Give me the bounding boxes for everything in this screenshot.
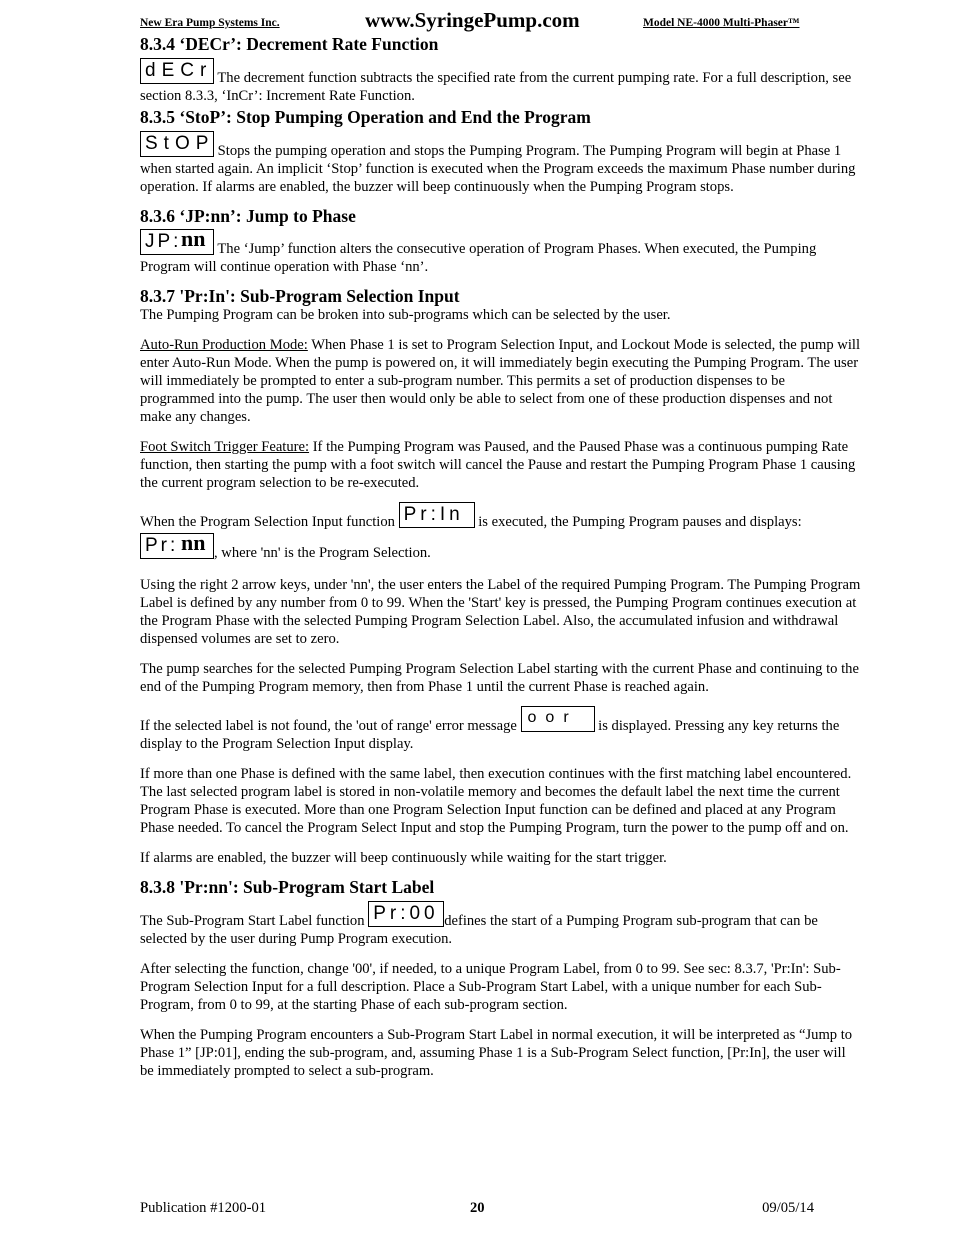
lcd-display-pr00: Pr:00 bbox=[368, 901, 444, 927]
lcd-display-jump: JP: nn bbox=[140, 229, 214, 255]
model-name: Model NE-4000 Multi-Phaser™ bbox=[643, 17, 800, 29]
document-page bbox=[140, 8, 862, 1080]
alarm-paragraph: If alarms are enabled, the buzzer will beep continuously while waiting for the start trigger. bbox=[140, 850, 667, 866]
section-intro-prnn: The Sub-Program Start Label function Pr:00 defines the start of a Pumping Program sub-program that can be selected by the user during Pump Program execution. bbox=[140, 903, 818, 947]
section-title-decr: 8.3.4 ‘DECr’: Decrement Rate Function bbox=[140, 34, 439, 54]
arrow-keys-paragraph: Using the right 2 arrow keys, under 'nn', the user enters the Label of the required Pumping Program. The Pumping Program Label is defined by any number from 0 to 99. When the 'Start' key is pressed, the Pumping Program continues execution at the Program Phase with the selected Pumping Program Selection Label. Also, the accumulated infusion and withdrawal dispensed volumes are set to zero. bbox=[140, 577, 861, 647]
section-body-jump: JP: nn The ‘Jump’ function alters the consecutive operation of Program Phases. When executed, the Pumping Program will continue operation with Phase ‘nn’. bbox=[140, 226, 817, 275]
section-body-stop: StOP Stops the pumping operation and stops the Pumping Program. The Pumping Program will begin at Phase 1 when started again. An implicit ‘Stop’ function is executed when the Program exceeds the maximum Phase number during operation. If alarms are enabled, the buzzer will beep continuously when the Pumping Program stops. bbox=[140, 133, 856, 195]
lcd-display-prin: Pr:In bbox=[399, 502, 475, 528]
autorun-label: Auto-Run Production Mode: bbox=[140, 337, 308, 353]
section-title-jump: 8.3.6 ‘JP:nn’: Jump to Phase bbox=[140, 206, 356, 226]
footswitch-label: Foot Switch Trigger Feature: bbox=[140, 439, 310, 455]
encounter-paragraph: When the Pumping Program encounters a Sub-Program Start Label in normal execution, it will be interpreted as “Jump to Phase 1” [JP:01], ending the sub-program, and, assuming Phase 1 is a Sub-Program Select function, [Pr:In], the user will be immediately prompted to select a sub-program. bbox=[140, 1027, 853, 1079]
not-found-paragraph: If the selected label is not found, the 'out of range' error message oor is displayed. Pressing any key returns the display to the Program Selection Input display. bbox=[140, 706, 862, 753]
multiple-label-paragraph: If more than one Phase is defined with the same label, then execution continues with the first matching label encountered. The last selected program label is stored in non-volatile memory and becomes the default label the next time the current Program Phase is executed. More than one Program Selection Input function can be defined and placed at any Program Phase needed. To cancel the Program Select Input and stop the Pumping Program, turn the power to the pump off and on. bbox=[140, 766, 852, 836]
autorun-paragraph: Auto-Run Production Mode: When Phase 1 is set to Program Selection Input, and Lockout Mode is selected, the pump will enter Auto-Run Mode. When the pump is powered on, it will immediately begin executing the Pumping Program. The user will immediately be prompted to enter a sub-program number. This permits a set of production dispenses to be programmed into the pump. The user then would only be able to select from one of these production dispenses and not make any changes. bbox=[140, 337, 860, 425]
select-label-paragraph: After selecting the function, change '00', if needed, to a unique Program Label, from 0 to 99. See sec: 8.3.7, 'Pr:In': Sub-Program Selection Input for a full description. Place a Sub-Program Start Label, with a unique number for each Sub-Program, from 0 to 99, at the starting Phase of each sub-program section. bbox=[140, 961, 841, 1013]
execution-paragraph: When the Program Selection Input function Pr:In is executed, the Pumping Program pauses and displays: Pr: nn , where 'nn' is the Program Selection. bbox=[140, 504, 802, 561]
section-title-stop: 8.3.5 ‘StoP’: Stop Pumping Operation and End the Program bbox=[140, 107, 591, 127]
lcd-display-prnn: Pr: nn bbox=[140, 533, 214, 559]
lcd-display-decr: dECr bbox=[140, 58, 214, 84]
publication-number: Publication #1200-01 bbox=[140, 1200, 267, 1216]
website-title: www.SyringePump.com bbox=[365, 8, 580, 32]
page-number: 20 bbox=[470, 1200, 485, 1216]
search-paragraph: The pump searches for the selected Pumping Program Selection Label starting with the current Phase and continuing to the end of the Pumping Program memory, then from Phase 1 until the current Phase is reached again. bbox=[140, 661, 859, 695]
footswitch-paragraph: Foot Switch Trigger Feature: If the Pumping Program was Paused, and the Paused Phase was a continuous pumping Rate function, then starting the pump with a foot switch will cancel the Pause and restart the Pumping Program Phase 1 causing the current program selection to be re-executed. bbox=[140, 439, 856, 491]
page-header bbox=[140, 8, 862, 34]
publication-date: 09/05/14 bbox=[762, 1200, 814, 1216]
section-title-prin: 8.3.7 'Pr:In': Sub-Program Selection Input bbox=[140, 286, 460, 306]
section-intro-prin: The Pumping Program can be broken into sub-programs which can be selected by the user. bbox=[140, 307, 671, 323]
lcd-display-oor: oor bbox=[521, 706, 595, 732]
lcd-display-stop: StOP bbox=[140, 131, 214, 157]
section-title-prnn: 8.3.8 'Pr:nn': Sub-Program Start Label bbox=[140, 877, 435, 897]
section-body-decr: dECr The decrement function subtracts the specified rate from the current pumping rate. For a full description, see section 8.3.3, ‘InCr’: Increment Rate Function. bbox=[140, 60, 852, 104]
company-name: New Era Pump Systems Inc. bbox=[140, 17, 280, 29]
